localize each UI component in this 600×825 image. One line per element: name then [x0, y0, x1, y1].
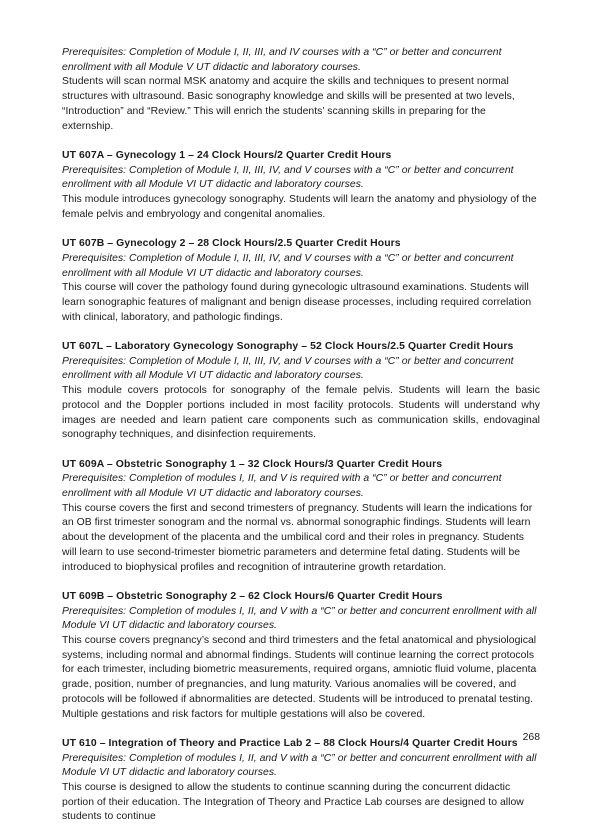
prerequisites-text: Prerequisites: Completion of Module I, II, III, IV, and V courses with a “C” or better and concurrent enrollment with all Module VI UT didactic and laboratory courses. [62, 164, 514, 191]
prerequisites-text: Prerequisites: Completion of modules I, II, and V is required with a “C” or better and concurrent enrollment with all Module VI UT didactic and laboratory courses. [62, 473, 502, 500]
course-description: This module introduces gynecology sonography. Students will learn the anatomy and physiology of the female pelvis and embryology and congenital anomalies. [62, 194, 537, 220]
course-heading: UT 607L – Laboratory Gynecology Sonography – 52 Clock Hours/2.5 Quarter Credit Hours [62, 341, 514, 353]
course-description: This module covers protocols for sonography of the female pelvis. Students will learn the basic protocol and the Doppler portions included in most facility protocols. Students will understand why images are needed and learn patient care components such as communication skills, endovaginal sonography techniques, and disinfection requirements. [62, 385, 540, 441]
block-spacer [62, 134, 540, 149]
course-block-ut-607l [62, 340, 540, 443]
block-spacer [62, 325, 540, 340]
block-spacer [62, 222, 540, 237]
block-spacer [62, 575, 540, 590]
course-block-module-v-msk [62, 46, 540, 134]
course-description: This course will cover the pathology found during gynecologic ultrasound examinations. Students will learn sonographic features of malignant and benign disease processes, including required correlation with clinical, laboratory, and pathologic findings. [62, 282, 532, 323]
course-description: This course is designed to allow the students to continue scanning during the concurrent didactic portion of their education. The Integration of Theory and Practice Lab courses are designed to allow students to continue [62, 782, 524, 823]
course-description: Students will scan normal MSK anatomy and acquire the skills and techniques to present normal structures with ultrasound. Basic sonography knowledge and skills will be presented at two levels, “Introduction” and “Review.” This will enrich the students’ scanning skills in preparing for the externship. [62, 76, 515, 132]
prerequisites-text: Prerequisites: Completion of modules I, II, and V with a “C” or better and concurrent enrollment with all Module VI UT didactic and laboratory courses. [62, 752, 537, 779]
prerequisites-text: Prerequisites: Completion of modules I, II, and V with a “C” or better and concurrent enrollment with all Module VI UT didactic and laboratory courses. [62, 605, 537, 632]
course-description: This course covers the first and second trimesters of pregnancy. Students will learn the indications for an OB first trimester sonogram and the normal vs. abnormal sonographic findings. Students will learn about the development of the placenta and the umbilical cord and their roles in pregnancy. Students will learn to use second-trimester biometric parameters and determine fetal dating. Students will be introduced to biophysical profiles and recognition of intrauterine growth retardation. [62, 502, 533, 573]
page-number: 268 [522, 732, 540, 743]
course-heading: UT 609A – Obstetric Sonography 1 – 32 Clock Hours/3 Quarter Credit Hours [62, 458, 443, 470]
page-content [62, 46, 540, 825]
course-heading: UT 607B – Gynecology 2 – 28 Clock Hours/2.5 Quarter Credit Hours [62, 238, 401, 250]
course-block-ut-610 [62, 737, 540, 825]
course-heading: UT 609B – Obstetric Sonography 2 – 62 Clock Hours/6 Quarter Credit Hours [62, 590, 443, 602]
course-heading: UT 610 – Integration of Theory and Practice Lab 2 – 88 Clock Hours/4 Quarter Credit Hours [62, 737, 518, 749]
prerequisites-text: Prerequisites: Completion of Module I, II, III, and IV courses with a “C” or better and concurrent enrollment with all Module V UT didactic and laboratory courses. [62, 47, 502, 73]
course-block-ut-607a [62, 149, 540, 223]
course-block-ut-609b [62, 590, 540, 722]
prerequisites-text: Prerequisites: Completion of Module I, II, III, IV, and V courses with a “C” or better and concurrent enrollment with all Module VI UT didactic and laboratory courses. [62, 252, 514, 279]
course-block-ut-607b [62, 237, 540, 325]
block-spacer [62, 443, 540, 458]
course-heading: UT 607A – Gynecology 1 – 24 Clock Hours/2 Quarter Credit Hours [62, 149, 392, 161]
course-description: This course covers pregnancy’s second and third trimesters and the fetal anatomical and physiological systems, including normal and abnormal findings. Students will continue learning the correct protocols for each trimester, including biometric measurements, required organs, amniotic fluid volume, placenta grade, position, number of pregnancies, and lung maturity. Various anomalies will be covered, and protocols will be followed if abnormalities are detected. Students will be introduced to prenatal testing. Multiple gestations and risk factors for multiple gestations will also be covered. [62, 635, 537, 720]
course-block-ut-609a [62, 458, 540, 576]
prerequisites-text: Prerequisites: Completion of Module I, II, III, IV, and V courses with a “C” or better and concurrent enrollment with all Module VI UT didactic and laboratory courses. [62, 355, 514, 382]
